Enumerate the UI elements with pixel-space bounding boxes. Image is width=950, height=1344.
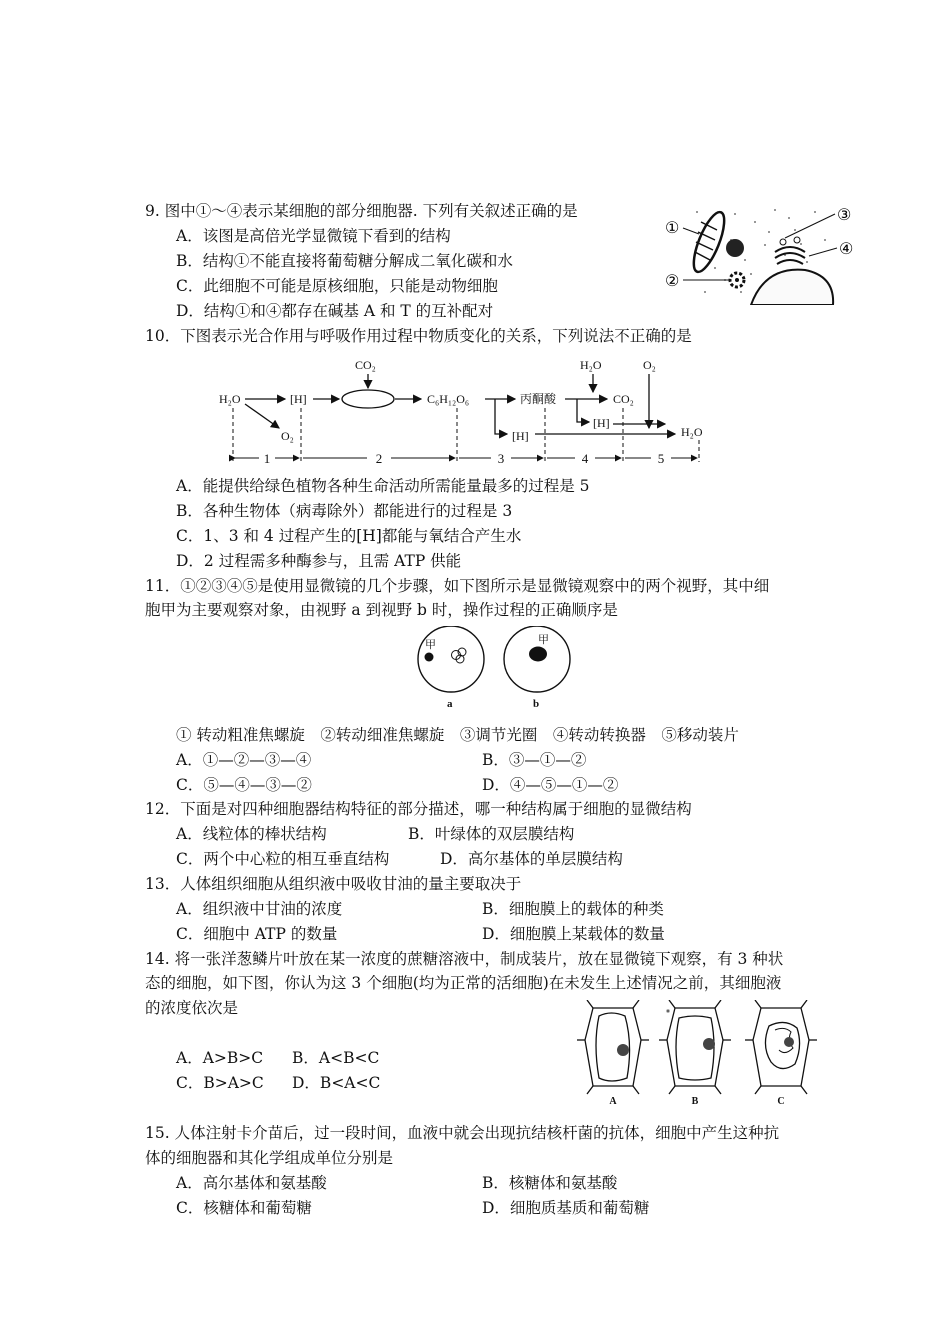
stage-3: 3 bbox=[497, 451, 505, 466]
cell-a-label: A bbox=[609, 1096, 617, 1105]
stage-5: 5 bbox=[657, 451, 665, 466]
q11-option-c: C．⑤—④—③—② bbox=[176, 776, 312, 794]
q13-option-a: A．组织液中甘油的浓度 bbox=[176, 900, 343, 918]
q13-stem: 13．人体组织细胞从组织液中吸收甘油的量主要取决于 bbox=[145, 875, 522, 893]
co2-right: CO₂ bbox=[613, 392, 634, 406]
stage-4: 4 bbox=[581, 451, 589, 466]
q11-option-a: A．①—②—③—④ bbox=[176, 751, 312, 769]
q15-option-b: B．核糖体和氨基酸 bbox=[482, 1174, 618, 1192]
organelle-figure bbox=[665, 200, 865, 305]
q10-option-d: D．2 过程需多种酶参与，且需 ATP 供能 bbox=[176, 552, 462, 570]
q15-option-d: D．细胞质基质和葡萄糖 bbox=[482, 1199, 650, 1217]
field-b-label: b bbox=[533, 698, 540, 710]
q13-option-d: D．细胞膜上某载体的数量 bbox=[482, 925, 665, 943]
q9-option-b: B．结构①不能直接将葡萄糖分解成二氧化碳和水 bbox=[176, 252, 513, 270]
label-4: ④ bbox=[839, 241, 854, 258]
h-1: [H] bbox=[290, 392, 307, 406]
stage-1: 1 bbox=[263, 451, 271, 466]
onion-cells-figure bbox=[575, 1000, 825, 1105]
h2o-left: H₂O bbox=[219, 392, 241, 406]
q14-option-d: D．B<A<C bbox=[292, 1074, 381, 1092]
microscope-fields bbox=[410, 626, 580, 712]
o2-1: O₂ bbox=[281, 429, 294, 443]
q10-option-c: C．1、3 和 4 过程产生的[H]都能与氧结合产生水 bbox=[176, 527, 522, 545]
q14-stem-line3: 的浓度依次是 bbox=[145, 999, 239, 1017]
q12-option-c: C．两个中心粒的相互垂直结构 bbox=[176, 850, 390, 868]
q15-stem-line1: 15. 人体注射卡介苗后，过一段时间，血液中就会出现抗结核杆菌的抗体，细胞中产生这种抗 bbox=[145, 1124, 780, 1142]
q13-option-b: B．细胞膜上的载体的种类 bbox=[482, 900, 664, 918]
photosynthesis-respiration-diagram bbox=[215, 352, 715, 470]
q11-option-d: D．④—⑤—①—② bbox=[482, 776, 619, 794]
q11-stem-line1: 11．①②③④⑤是使用显微镜的几个步骤，如下图所示是显微镜观察中的两个视野，其中细 bbox=[145, 577, 770, 595]
q14-stem-line2: 态的细胞，如下图，你认为这 3 个细胞(均为正常的活细胞)在未发生上述情况之前，其细胞液 bbox=[145, 974, 782, 992]
q15-option-a: A．高尔基体和氨基酸 bbox=[176, 1174, 327, 1192]
q12-option-a: A．线粒体的棒状结构 bbox=[176, 825, 327, 843]
q9-option-a: A．该图是高倍光学显微镜下看到的结构 bbox=[176, 227, 451, 245]
q12-stem: 12．下面是对四种细胞器结构特征的部分描述，哪一种结构属于细胞的显微结构 bbox=[145, 800, 692, 818]
field-a-label: a bbox=[447, 698, 453, 710]
co2-top: CO₂ bbox=[355, 358, 376, 372]
h-3: [H] bbox=[593, 416, 610, 430]
q11-option-b: B．③—①—② bbox=[482, 751, 587, 769]
pyruvate: 丙酮酸 bbox=[520, 392, 557, 406]
q9-option-c: C．此细胞不可能是原核细胞，只能是动物细胞 bbox=[176, 277, 498, 295]
q12-option-d: D．高尔基体的单层膜结构 bbox=[440, 850, 623, 868]
h-2: [H] bbox=[512, 429, 529, 443]
glucose: C₆H₁₂O₆ bbox=[427, 392, 470, 406]
q13-option-c: C．细胞中 ATP 的数量 bbox=[176, 925, 338, 943]
q14-option-a: A．A>B>C bbox=[176, 1049, 264, 1067]
q14-option-b: B．A<B<C bbox=[292, 1049, 380, 1067]
q11-steps: ① 转动粗准焦螺旋 ②转动细准焦螺旋 ③调节光圈 ④转动转换器 ⑤移动装片 bbox=[176, 726, 739, 744]
q10-option-a: A．能提供给绿色植物各种生命活动所需能量最多的过程是 5 bbox=[176, 477, 590, 495]
h2o-in: H₂O bbox=[580, 358, 602, 372]
cell-jia-b: 甲 bbox=[538, 634, 549, 646]
cell-b-label: B bbox=[691, 1096, 699, 1105]
o2-2: O₂ bbox=[643, 358, 656, 372]
q14-stem-line1: 14. 将一张洋葱鳞片叶放在某一浓度的蔗糖溶液中，制成装片，放在显微镜下观察，有 3 种状 bbox=[145, 950, 784, 968]
q9-option-d: D．结构①和④都存在碱基 A 和 T 的互补配对 bbox=[176, 302, 494, 320]
stage-2: 2 bbox=[375, 451, 383, 466]
q10-option-b: B．各种生物体（病毒除外）都能进行的过程是 3 bbox=[176, 502, 513, 520]
h2o-out: H₂O bbox=[681, 425, 703, 439]
q15-option-c: C．核糖体和葡萄糖 bbox=[176, 1199, 312, 1217]
cell-c-label: C bbox=[777, 1096, 785, 1105]
q11-stem-line2: 胞甲为主要观察对象，由视野 a 到视野 b 时，操作过程的正确顺序是 bbox=[145, 601, 618, 619]
q9-stem: 9. 图中①～④表示某细胞的部分细胞器. 下列有关叙述正确的是 bbox=[145, 202, 578, 220]
q12-option-b: B．叶绿体的双层膜结构 bbox=[408, 825, 575, 843]
q15-stem-line2: 体的细胞器和其化学组成单位分别是 bbox=[145, 1149, 394, 1167]
label-2: ② bbox=[665, 273, 680, 290]
cell-jia-a: 甲 bbox=[425, 639, 436, 651]
q10-stem: 10．下图表示光合作用与呼吸作用过程中物质变化的关系，下列说法不正确的是 bbox=[145, 327, 692, 345]
label-1: ① bbox=[665, 220, 680, 237]
label-3: ③ bbox=[837, 207, 852, 224]
q14-option-c: C．B>A>C bbox=[176, 1074, 264, 1092]
